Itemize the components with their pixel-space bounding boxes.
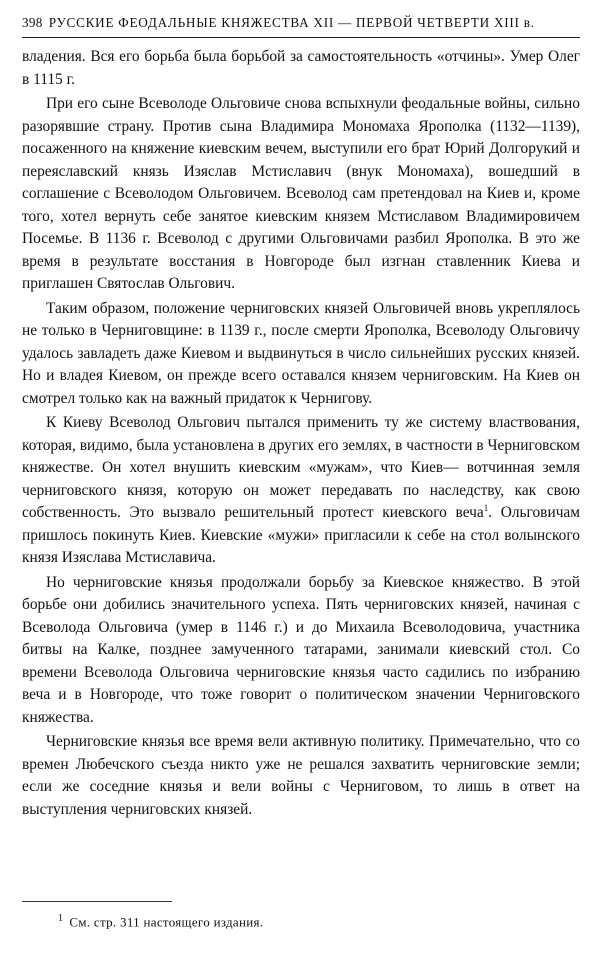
paragraph-4-text: К Киеву Всеволод Ольгович пытался применить ту же систему властвования, которая, видимо, была установлена в других его землях, в частности в Черниговском княжестве. Он хотел внушить киевским «мужам», что Киев— вотчинная земля черниговского князя, которую он может передавать по наследству, как свою собственность. Это вызвало решительный протест киевского веча: [22, 414, 580, 521]
paragraph-1: владения. Вся его борьба была борьбой за самостоятельность «отчины». Умер Олег в 1115 г.: [22, 48, 580, 88]
page-number: 398: [22, 15, 43, 30]
footnote-divider: [22, 901, 172, 902]
footnote: [58, 910, 263, 931]
footnote-text: См. стр. 311 настоящего издания.: [69, 914, 264, 930]
running-header: [22, 12, 580, 38]
main-text: [22, 46, 580, 821]
paragraph-4-continuation: . Ольговичам пришлось покинуть Киев. Киевские «мужи» пригласили к себе на стол волынского князя Изяслава Мстиславича.: [22, 504, 580, 566]
paragraph-6: Черниговские князья все время вели активную политику. Примечательно, что со времен Любечского съезда никто уже не решался захватить черниговские земли; если же соседние князья и вели войны с Черниговом, то лишь в ответ на выступления черниговских князей.: [22, 733, 580, 818]
paragraph-3: Таким образом, положение черниговских князей Ольговичей вновь укреплялось не только в Черниговщине: в 1139 г., после смерти Ярополка, Всеволоду Ольговичу удалось завладеть даже Киевом и выдвинуться в число сильнейших русских князей. Но и владея Киевом, он прежде всего оставался князем черниговским. На Киев он смотрел только как на важный придаток к Чернигову.: [22, 299, 580, 407]
book-page: [22, 12, 580, 823]
paragraph-2: При его сыне Всеволоде Ольговиче снова вспыхнули феодальные войны, сильно разорявшие страну. Против сына Владимира Мономаха Ярополка (1132—1139), посаженного на княжение киевским вечем, выступили его брат Юрий Долгорукий и переяславский князь Изяслав Мстиславич (внук Мономаха), вошедший в соглашение с Всеволодом Ольговичем. Всеволод сам претендовал на Киев и, кроме того, хотел вернуть себе занятое киевским князем Мстиславом Владимировичем Посемье. В 1136 г. Всеволод с другими Ольговичами разбил Ярополка. В это же время в результате восстания в Новгороде был изгнан ставленник Киева и приглашен Святослав Ольгович.: [22, 95, 580, 292]
paragraph-4: [22, 412, 580, 570]
paragraph-5: Но черниговские князья продолжали борьбу за Киевское княжество. В этой борьбе они добились значительного успеха. Пять черниговских князей, начиная с Всеволода Ольговича (умер в 1146 г.) и до Михаила Всеволодовича, участника битвы на Калке, позднее замученного татарами, занимали киевский стол. Со времени Всеволода Ольговича черниговские князья часто садились по избранию веча и в Новгороде, что тоже говорит о политическом значении Черниговского княжества.: [22, 573, 580, 726]
footnote-number: 1: [58, 913, 64, 924]
running-title: РУССКИЕ ФЕОДАЛЬНЫЕ КНЯЖЕСТВА XII — ПЕРВОЙ ЧЕТВЕРТИ XIII в.: [48, 15, 535, 30]
footnote-reference: 1: [483, 502, 489, 513]
